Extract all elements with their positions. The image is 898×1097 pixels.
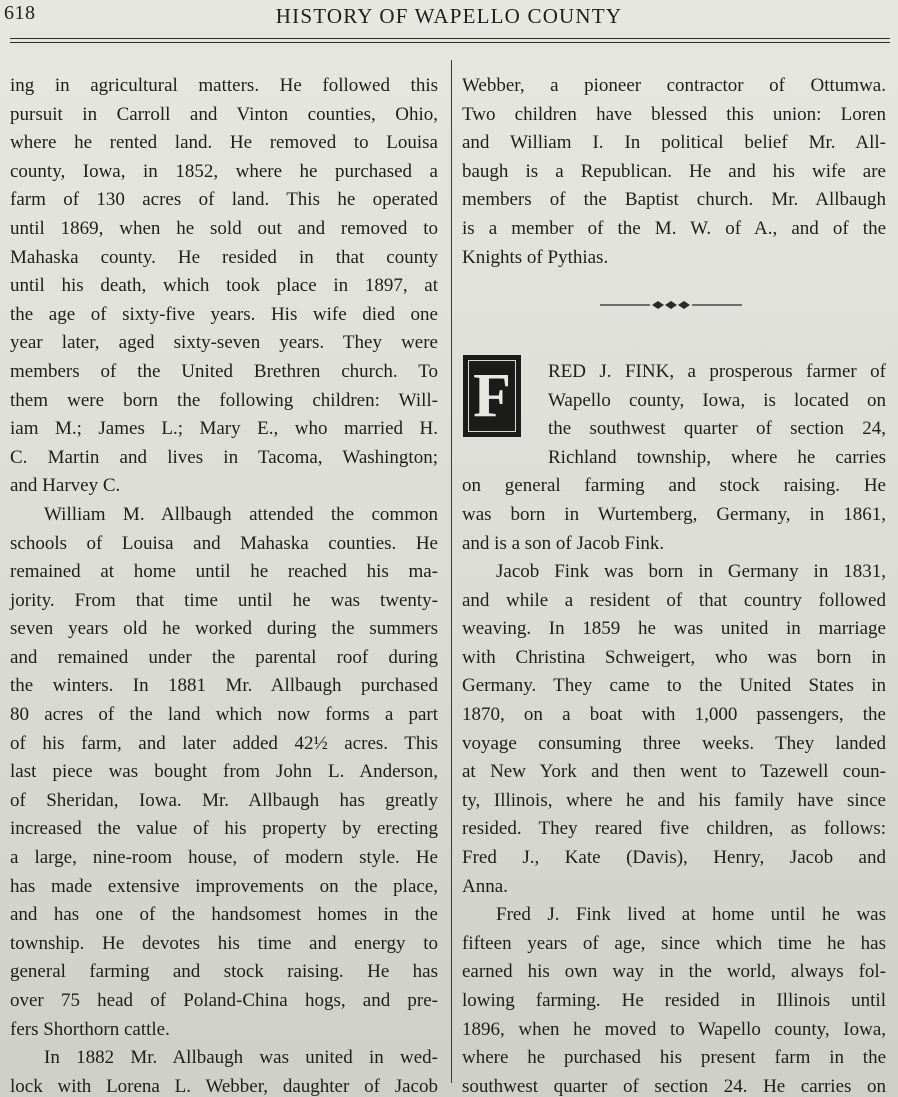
text-line: 1870, on a boat with 1,000 passengers, the: [462, 704, 886, 726]
text-line: the age of sixty-five years. His wife died one: [10, 303, 438, 325]
text-line: ing in agricultural matters. He followed this: [10, 75, 438, 96]
text-line: voyage consuming three weeks. They landed: [462, 732, 886, 754]
text-line: on general farming and stock raising. He: [462, 475, 886, 497]
text-line: southwest quarter of section 24. He carries on: [462, 1075, 886, 1097]
text-line: has made extensive improvements on the place,: [10, 875, 438, 897]
text-line: fifteen years of age, since which time he has: [462, 932, 886, 954]
text-line: a large, nine-room house, of modern style. He: [10, 847, 438, 869]
text-line: Mahaska county. He resided in that county: [10, 246, 438, 268]
text-line: Two children have blessed this union: Loren: [462, 103, 886, 125]
header-rule-secondary: [10, 42, 890, 43]
right-column: [462, 72, 886, 1097]
text-line: iam M.; James L.; Mary E., who married H.: [10, 418, 438, 440]
text-line: Wapello county, Iowa, is located on: [548, 389, 886, 411]
text-line: county, Iowa, in 1852, where he purchased a: [10, 160, 438, 182]
text-line: them were born the following children: Will-: [10, 389, 438, 411]
column-divider: [451, 60, 452, 1083]
text-line: 80 acres of the land which now forms a part: [10, 704, 438, 726]
text-line: until 1869, when he sold out and removed to: [10, 217, 438, 239]
text-line: C. Martin and lives in Tacoma, Washington;: [10, 446, 438, 468]
text-line: remained at home until he reached his ma-: [10, 561, 438, 583]
text-line: lowing farming. He resided in Illinois until: [462, 990, 886, 1011]
text-line: RED J. FINK, a prosperous farmer of: [548, 360, 886, 382]
text-line: pursuit in Carroll and Vinton counties, Ohio,: [10, 103, 438, 125]
text-line: seven years old he worked during the summers: [10, 618, 438, 640]
text-line: general farming and stock raising. He has: [10, 961, 438, 983]
dropcap-letter: F: [473, 362, 511, 430]
left-column: [10, 72, 438, 1097]
text-line: ty, Illinois, where he and his family have since: [462, 789, 886, 811]
text-line: until his death, which took place in 1897, at: [10, 275, 438, 297]
text-line: members of the United Brethren church. To: [10, 360, 438, 382]
text-line: weaving. In 1859 he was united in marriage: [462, 618, 886, 640]
text-line: of his farm, and later added 42½ acres. This: [10, 732, 438, 754]
page-number: 618: [4, 2, 36, 24]
text-line: the southwest quarter of section 24,: [548, 418, 886, 440]
text-line: jority. From that time until he was twenty-: [10, 589, 438, 611]
text-line: In 1882 Mr. Allbaugh was united in wed-: [44, 1047, 438, 1069]
text-line: where he rented land. He removed to Louisa: [10, 132, 438, 154]
header-rule: [10, 38, 890, 39]
section-ornament: [600, 296, 742, 314]
text-line: farm of 130 acres of land. This he operated: [10, 189, 438, 211]
text-line: increased the value of his property by erecting: [10, 818, 438, 840]
dropcap-ornament: [463, 355, 521, 437]
text-line: and has one of the handsomest homes in the: [10, 904, 438, 926]
text-line: William M. Allbaugh attended the common: [44, 503, 438, 525]
text-line: Webber, a pioneer contractor of Ottumwa.: [462, 75, 886, 96]
text-line: Knights of Pythias.: [462, 246, 609, 268]
text-line: Fred J., Kate (Davis), Henry, Jacob and: [462, 847, 886, 869]
text-line: Jacob Fink was born in Germany in 1831,: [496, 561, 886, 583]
text-line: and remained under the parental roof during: [10, 646, 438, 668]
text-line: over 75 head of Poland-China hogs, and pre-: [10, 990, 438, 1011]
text-line: members of the Baptist church. Mr. Allbaugh: [462, 189, 886, 211]
text-line: baugh is a Republican. He and his wife are: [462, 160, 886, 182]
text-line: and William I. In political belief Mr. All-: [462, 132, 886, 154]
text-line: the winters. In 1881 Mr. Allbaugh purchased: [10, 675, 438, 697]
text-line: and while a resident of that country followed: [462, 589, 886, 611]
text-line: and Harvey C.: [10, 475, 121, 497]
text-line: earned his own way in the world, always fol-: [462, 961, 886, 983]
text-line: schools of Louisa and Mahaska counties. He: [10, 532, 438, 554]
text-line: 1896, when he moved to Wapello county, Iowa,: [462, 1018, 886, 1040]
text-line: lock with Lorena L. Webber, daughter of Jacob: [10, 1075, 438, 1097]
text-line: with Christina Schweigert, who was born in: [462, 646, 886, 668]
text-line: at New York and then went to Tazewell coun-: [462, 761, 886, 783]
text-line: resided. They reared five children, as follows:: [462, 818, 886, 840]
page-header: [0, 0, 898, 40]
text-line: and is a son of Jacob Fink.: [462, 532, 665, 554]
text-line: where he purchased his present farm in the: [462, 1047, 886, 1069]
text-line: township. He devotes his time and energy to: [10, 932, 438, 954]
running-head: HISTORY OF WAPELLO COUNTY: [275, 4, 623, 28]
text-line: Germany. They came to the United States in: [462, 675, 886, 697]
text-line: fers Shorthorn cattle.: [10, 1018, 170, 1040]
text-line: last piece was bought from John L. Anderson,: [10, 761, 438, 783]
text-line: year later, aged sixty-seven years. They were: [10, 332, 438, 354]
text-line: is a member of the M. W. of A., and of the: [462, 217, 886, 239]
text-line: Fred J. Fink lived at home until he was: [496, 904, 886, 926]
text-line: Richland township, where he carries: [548, 446, 886, 468]
text-line: of Sheridan, Iowa. Mr. Allbaugh has greatly: [10, 789, 438, 811]
text-line: was born in Wurtemberg, Germany, in 1861,: [462, 503, 886, 525]
spacer: [462, 329, 886, 358]
text-line: Anna.: [462, 875, 508, 897]
